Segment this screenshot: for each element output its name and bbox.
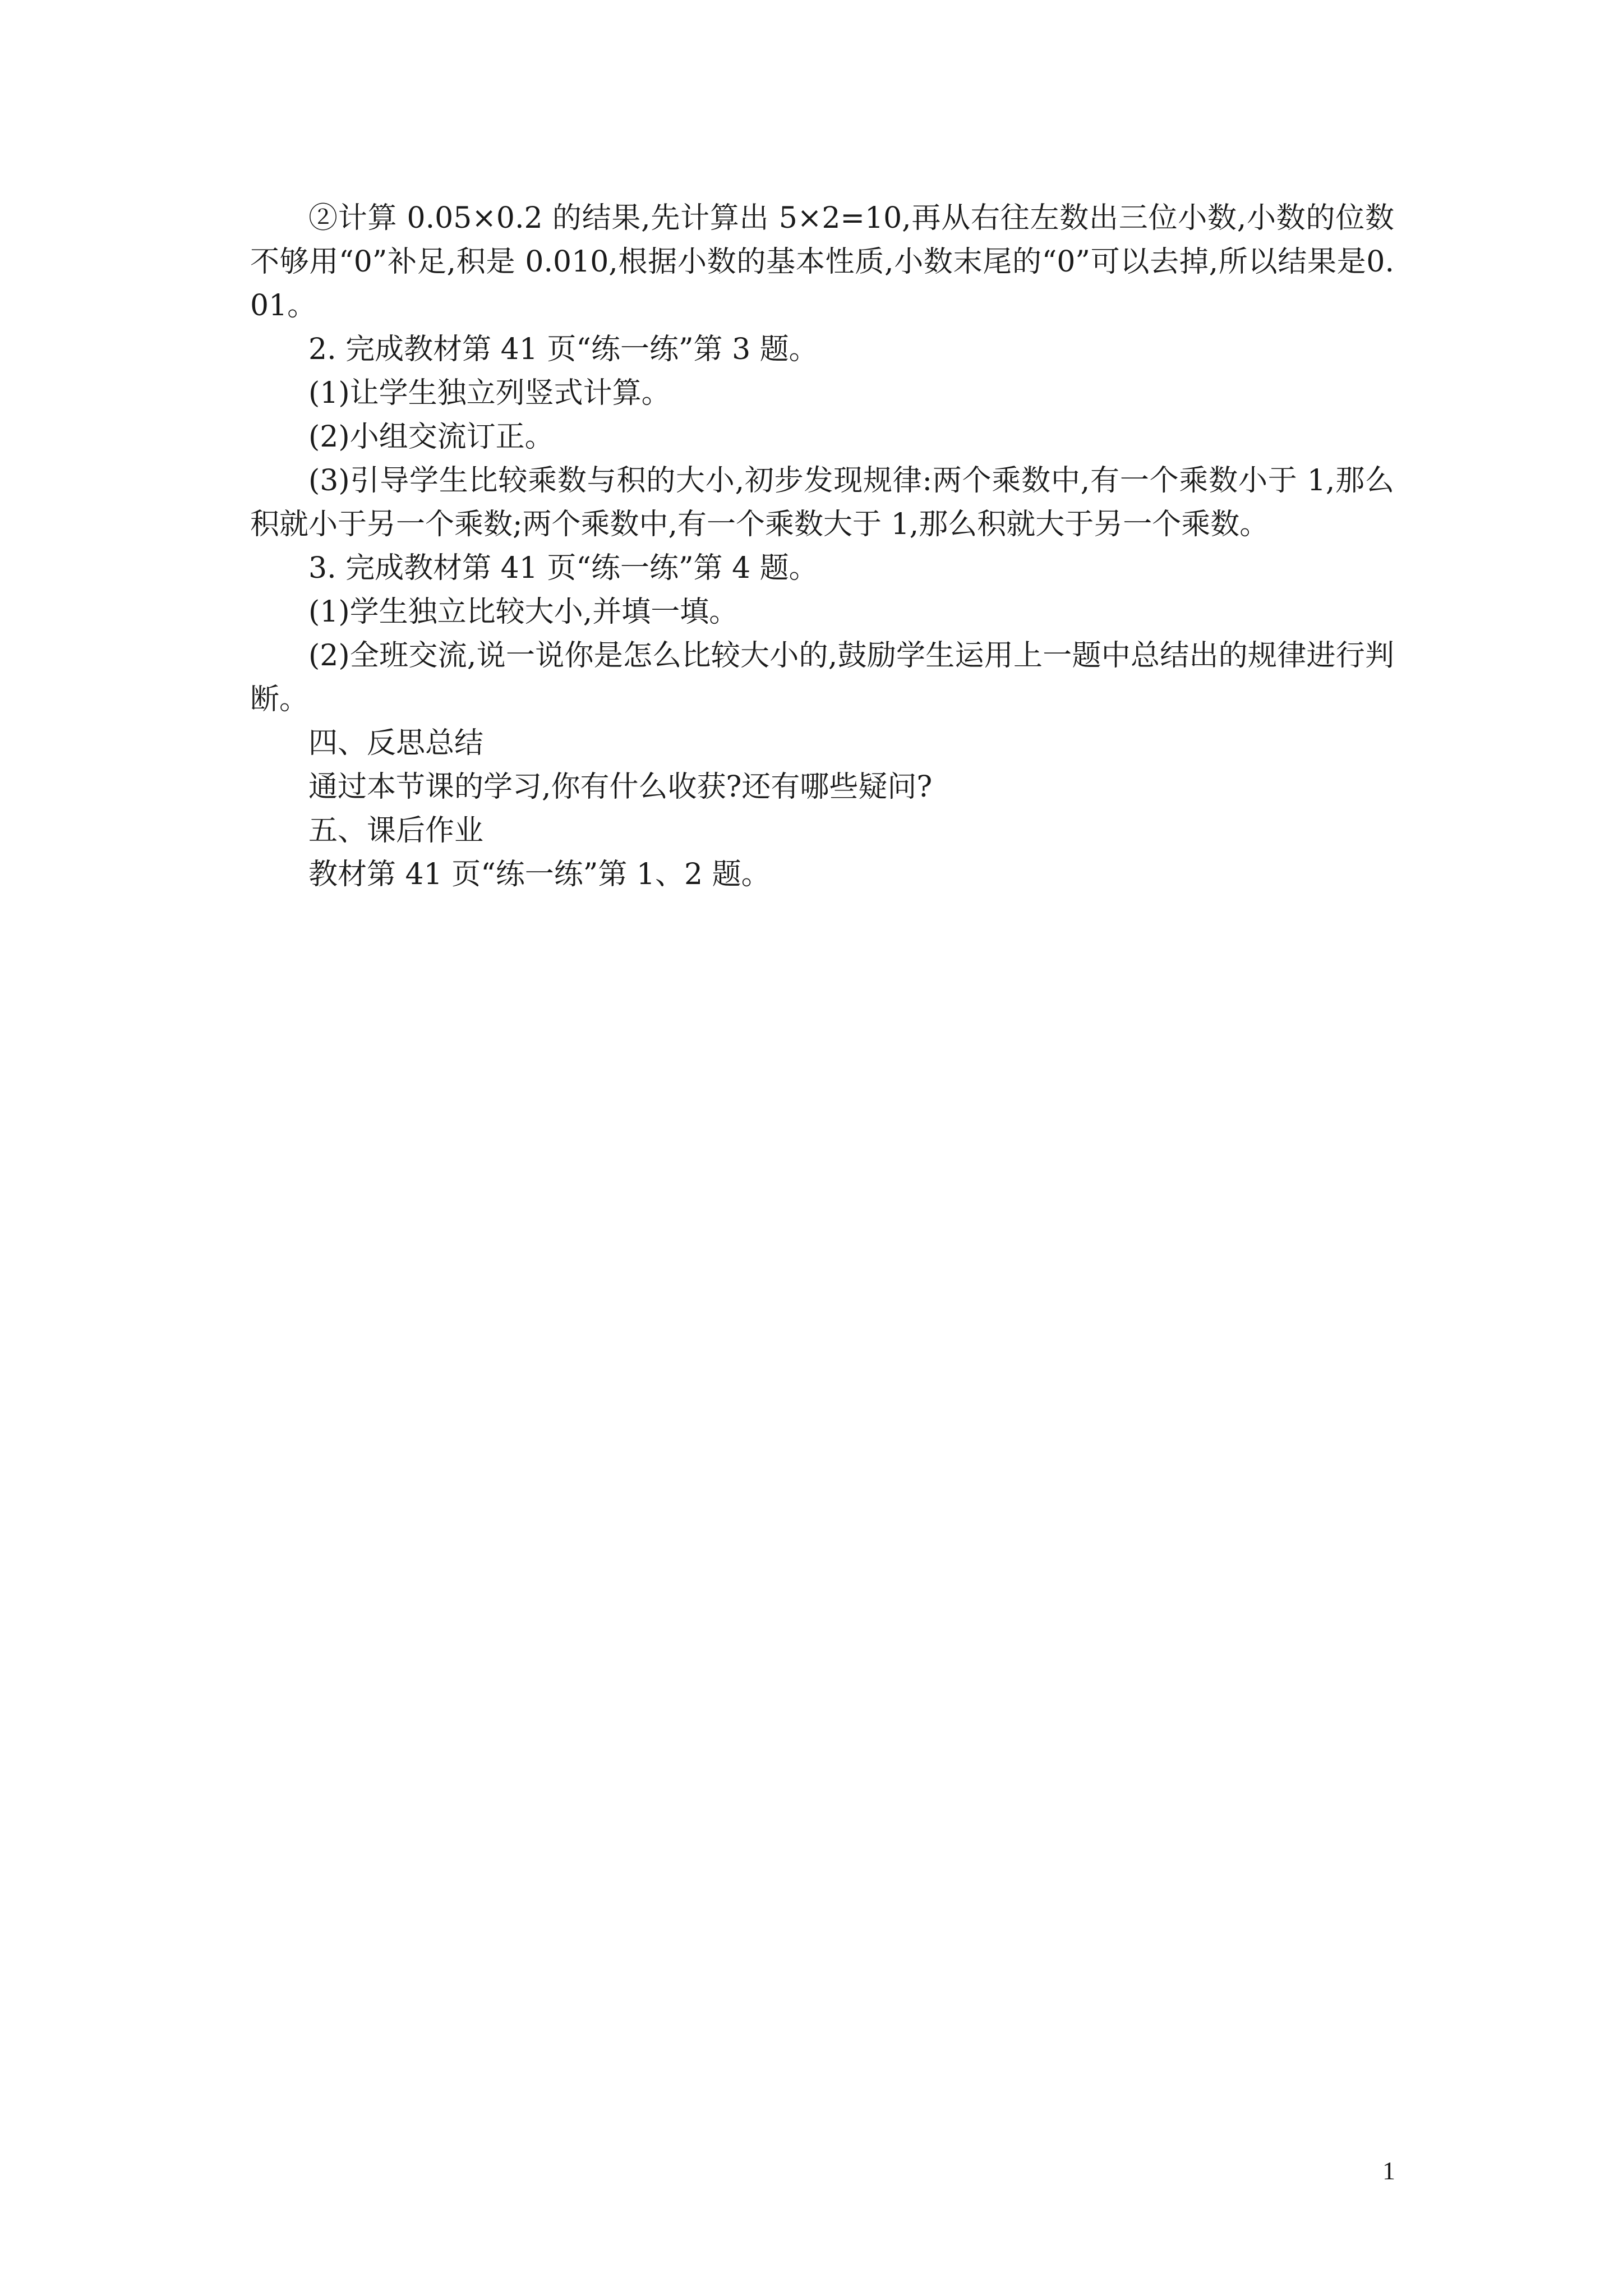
page-number: 1 [1382,2156,1395,2185]
paragraph-homework: 教材第 41 页“练一练”第 1、2 题。 [308,858,771,891]
section-heading-reflection: 四、反思总结 [308,726,484,760]
paragraph-task-3: 3. 完成教材第 41 页“练一练”第 4 题。 [308,551,818,585]
paragraph-task-3-step-2: (2)全班交流,说一说你是怎么比较大小的,鼓励学生运用上一题中总结出的规律进行判断。 [250,639,1394,716]
paragraph-task-2-step-2: (2)小组交流订正。 [308,420,554,454]
paragraph-reflection: 通过本节课的学习,你有什么收获?还有哪些疑问? [308,770,933,804]
paragraph-task-2: 2. 完成教材第 41 页“练一练”第 3 题。 [308,333,818,366]
document-body [250,196,1394,896]
paragraph-task-2-step-1: (1)让学生独立列竖式计算。 [308,376,671,410]
section-heading-homework: 五、课后作业 [308,814,484,848]
paragraph-task-3-step-1: (1)学生独立比较大小,并填一填。 [308,595,739,629]
paragraph-step-2-example: ②计算 0.05×0.2 的结果,先计算出 5×2=10,再从右往左数出三位小数,小数的位数不够用“0”补足,积是 0.010,根据小数的基本性质,小数末尾的“0”可以去掉,所以结果是0.01。 [250,201,1394,323]
paragraph-task-2-step-3: (3)引导学生比较乘数与积的大小,初步发现规律:两个乘数中,有一个乘数小于 1,那么积就小于另一个乘数;两个乘数中,有一个乘数大于 1,那么积就大于另一个乘数。 [250,464,1394,541]
